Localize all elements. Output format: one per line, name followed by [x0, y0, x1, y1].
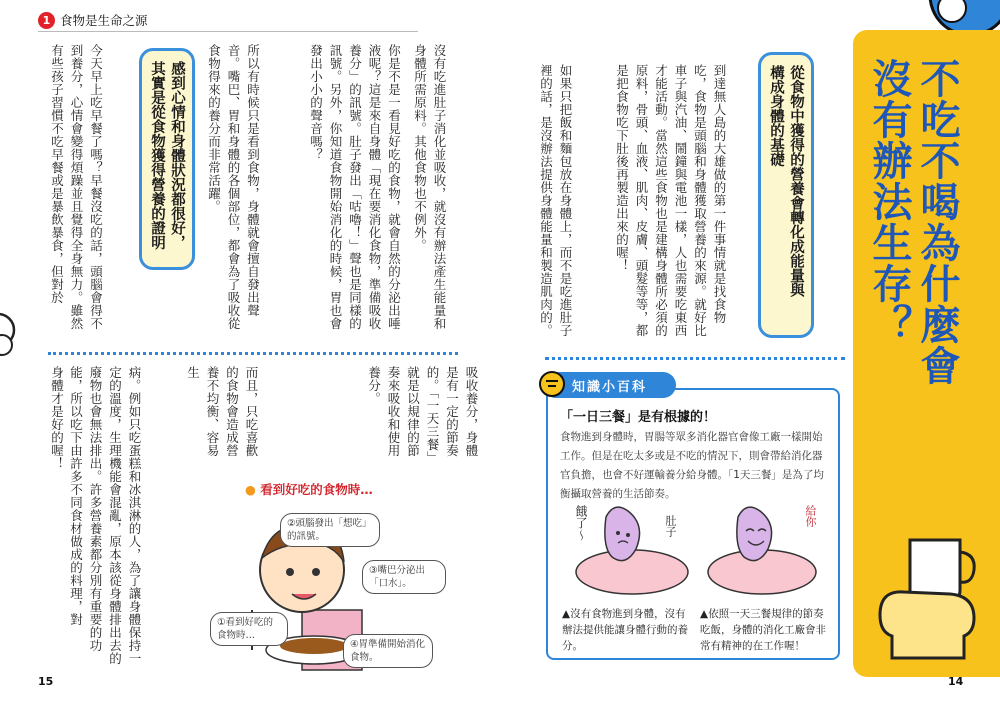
- caption-left: ▲沒有食物進到身體，沒有辦法提供能讓身體行動的養分。: [562, 608, 688, 652]
- chapter-header: [38, 9, 148, 31]
- section1-heading-line2: 構成身體的基礎: [768, 65, 784, 167]
- page-title-line1: 不吃不喝為什麼會: [914, 58, 960, 386]
- bread-cup-icon: [870, 520, 990, 660]
- knowledge-label: 知識小百科: [572, 380, 648, 395]
- knowledge-text: 食物進到身體時，胃腸等眾多消化器官會像工廠一樣開始工作。但是在吃太多或是不吃的情況下，則會帶給消化器官負擔，也會不好運輸養分給身體。「1天三餐」是為了均衡攝取營養的生活節奏。: [560, 431, 824, 500]
- section1-heading-line1: 從食物中獲得的營養會轉化成能量與: [788, 65, 804, 297]
- figure-title-text: 看到好吃的食物時…: [260, 482, 373, 497]
- section2-heading: [139, 48, 195, 270]
- figure-title: [245, 480, 373, 498]
- body-text-b2: 而且，只吃喜歡的食物會造成營養不均衡、容易生: [185, 366, 259, 457]
- chapter-number-badge: 1: [38, 12, 55, 29]
- section2-heading-line1: 感到心情和身體狀況都很好，: [169, 61, 185, 250]
- page-number-right: 14: [948, 675, 964, 688]
- hungry-text: 餓了～: [574, 505, 588, 541]
- body-text-r2: 如果只把飯和麵包放在身體上，而不是吃進肚子裡的話，是沒辦法提供身體能量和製造肌肉的。: [538, 64, 573, 337]
- callout-stomach: ④胃準備開始消化食物。: [343, 634, 433, 668]
- body-text-m2: 你是不是一看見好吃的食物，就會自然的分泌出唾液呢？這是來自身體「現在要消化食物，準備吸收養分」的訊號。肚子發出「咕嚕！」聲也是同樣的訊號。另外，你知道食物開始消化的時候，胃也會發出小小的聲音嗎？: [308, 44, 402, 330]
- body-text-m3: 所以有時候只是看到食物，身體就會擅自發出聲音。嘴巴、胃和身體的各個部位，都會為了吸收從食物得來的養分而非常活躍。: [206, 44, 261, 330]
- body-text-b4: 身體才是好的喔！: [49, 366, 65, 470]
- body-text-m1: 沒有吃進肚子消化並吸收，就沒有辦法產生能量和身體所需原料。其他食物也不例外。: [412, 44, 447, 330]
- chapter-title: 食物是生命之源: [60, 13, 148, 28]
- give-you-text: 給你: [804, 505, 817, 527]
- section-divider-right: [545, 357, 845, 360]
- callout-brain: ②頭腦發出「想吃」的訊號。: [280, 513, 380, 547]
- callout-mouth: ③嘴巴分泌出「口水」。: [362, 560, 446, 594]
- figure-bullet: ●: [245, 482, 256, 497]
- body-text-r1: 到達無人島的大雄做的第一件事情就是找食物吃，食物是頭腦和身體獲取營養的來源。就好比車子與汽油、鬧鐘與電池一樣，人也需要吃東西才能活動。當然這些食物也是建構身體所必須的原料，骨頭、血液、肌肉、皮膚、頭髮等等，都是把食物吃下肚後再製造出來的喔！: [614, 64, 727, 337]
- page-title-line2: 沒有辦法生存？: [866, 58, 912, 345]
- body-text-l1: 今天早上吃早餐了嗎？早餐沒吃的話，頭腦會得不到養分，心情會變得煩躁並且覺得全身無力。雖然有些孩子習慣不吃早餐或是暴飲暴食，但對於: [49, 44, 104, 330]
- belly-text: 肚子: [664, 515, 677, 537]
- caption-right: ▲依照一天三餐規律的節奏吃飯，身體的消化工廠會非常有精神的在工作喔！: [700, 608, 826, 652]
- section1-heading: [758, 52, 814, 338]
- header-rule: [38, 31, 418, 32]
- body-text-b1: 吸收養分，身體是有一定的節奏的。「一天三餐」就是以規律的節奏來吸收和使用養分。: [366, 366, 479, 458]
- knowledge-heading: 「一日三餐」是有根據的！: [560, 410, 717, 425]
- callout-see: ①看到好吃的食物時…: [210, 612, 288, 646]
- decor-circles-left: [0, 0, 40, 709]
- section-divider-left: [48, 352, 458, 355]
- body-text-b3: 病。例如只吃蛋糕和冰淇淋的人，為了讓身體保持一定的溫度，生理機能會混亂，原本該從身體排出去的廢物也會無法排出。許多營養素都分別有重要的功能，所以吃下由許多不同食材做成的料理，對: [68, 366, 142, 665]
- lightbulb-icon: [538, 370, 566, 398]
- section2-heading-line2: 其實是從食物獲得營養的證明: [149, 61, 165, 250]
- page-number-left: 15: [38, 675, 54, 688]
